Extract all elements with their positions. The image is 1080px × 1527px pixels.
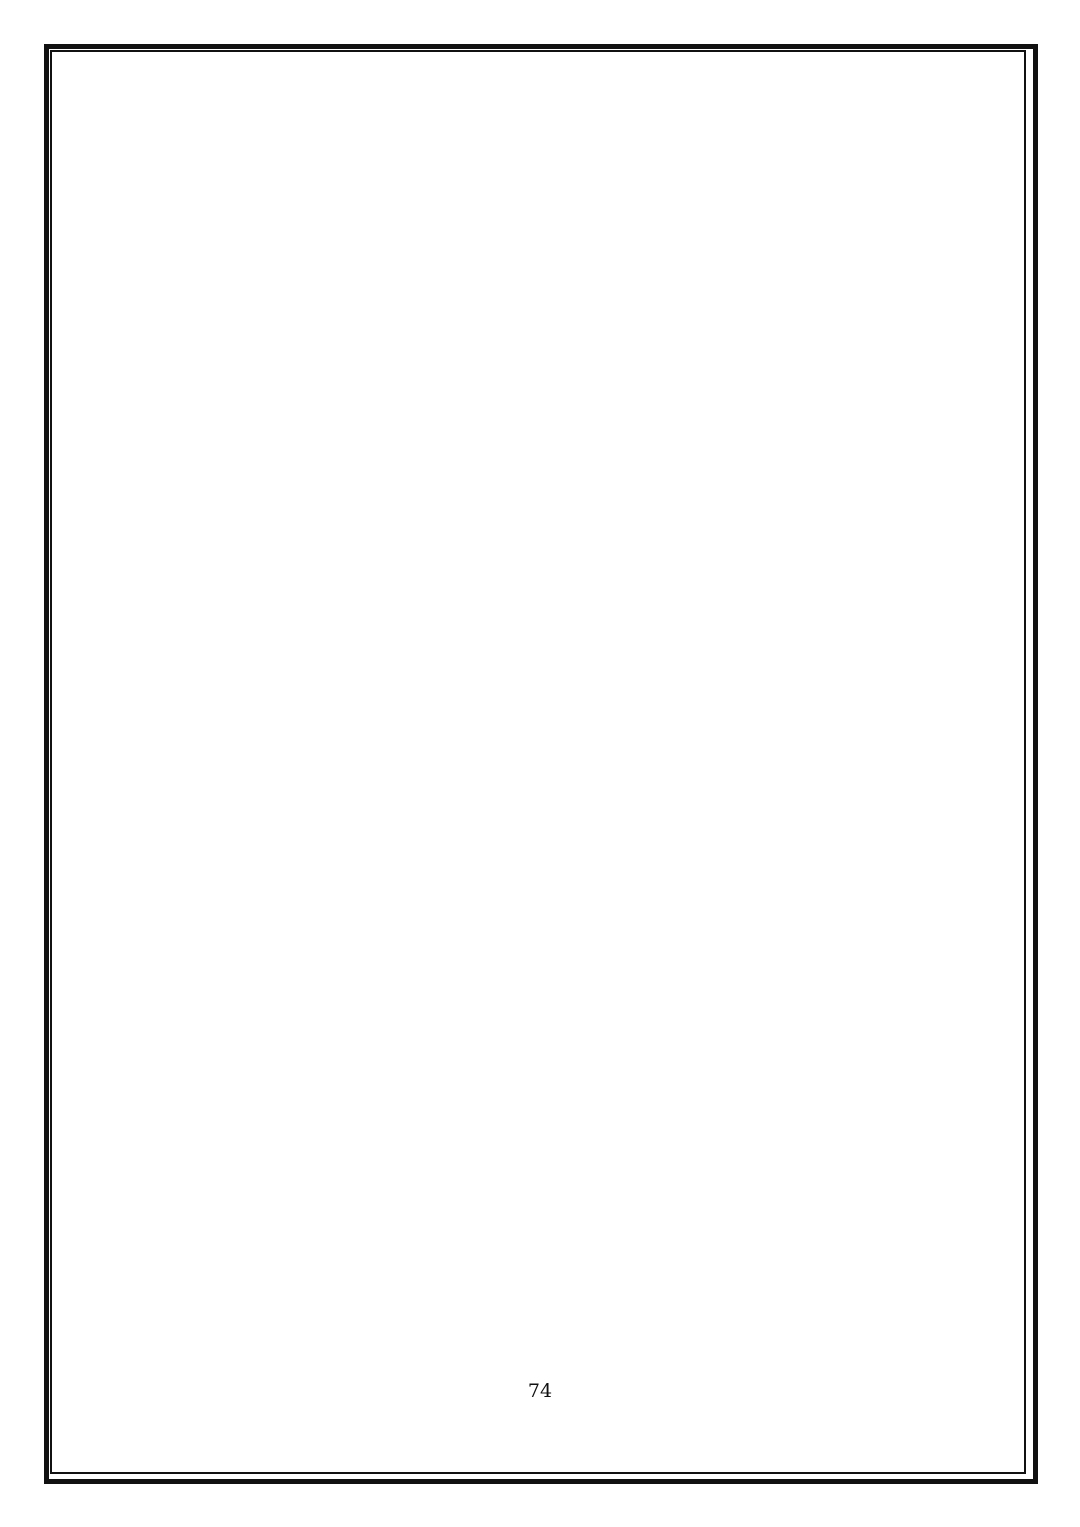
page-number: 74 <box>527 1380 553 1402</box>
body-text-area <box>155 180 925 1180</box>
